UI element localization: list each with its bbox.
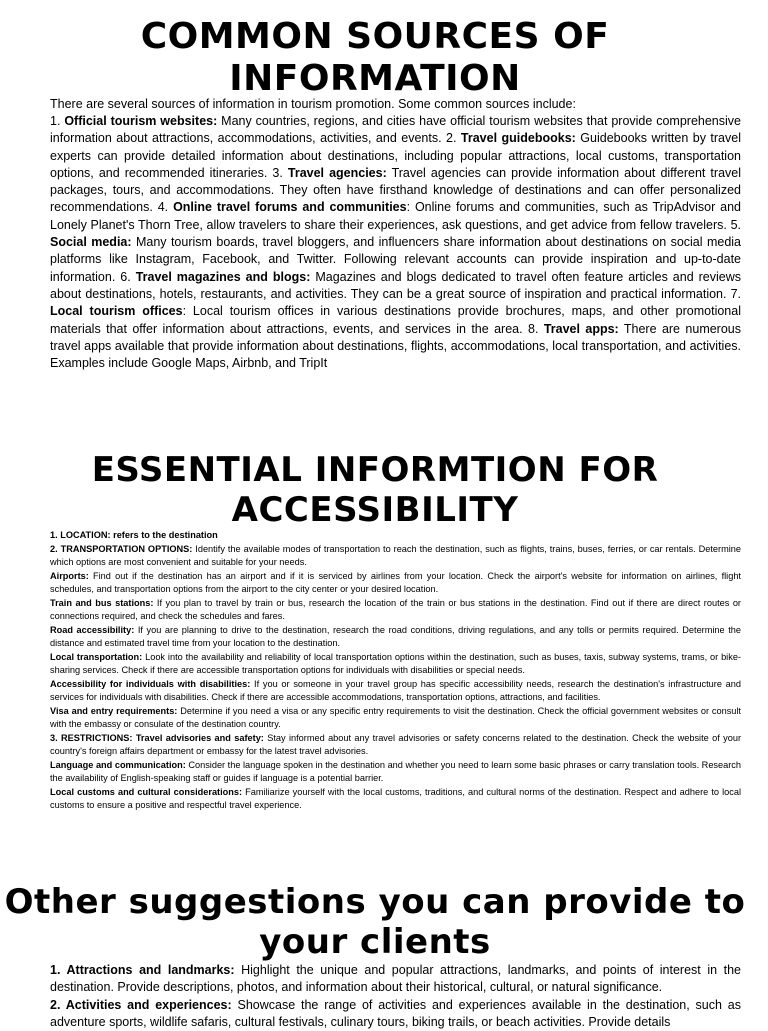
sources-paragraph [50, 113, 741, 372]
source-item: 4. Online travel forums and communities: Online forums and communities, such as TripAdvisor and Lonely Planet's Thorn Tree, allow travelers to share their experiences, ask questions, and get advice from fellow travelers. [50, 200, 742, 232]
suggestion-item: 1. Attractions and landmarks: Highlight the unique and popular attractions, landmarks, and points of interest in the destination. Provide descriptions, photos, and information about their historical, cultural, or natural significance. [50, 963, 742, 995]
accessibility-item: Local transportation: Look into the availability and reliability of local transportation options within the destination, such as buses, taxis, subway systems, trams, or bike-sharing services. Check if there are accessible transportation options for individuals with disabilities or special needs. [50, 651, 741, 675]
accessibility-item: Local customs and cultural considerations: Familiarize yourself with the local customs, traditions, and cultural norms of the destination. Respect and adhere to local customs to ensure a positive and respectful travel experience. [50, 786, 741, 810]
suggestion-item: 2. Activities and experiences: Showcase the range of activities and experiences available in the destination, such as adventure sports, wildlife safaris, cultural festivals, culinary tours, biking trails, or beach activities. Provide details [50, 997, 741, 1029]
accessibility-item: Accessibility for individuals with disabilities: If you or someone in your travel group has specific accessibility needs, research the destination's infrastructure and services for individuals with disabilities. Check if there are accessible accommodations, transportation options, attractions, and facilities. [50, 678, 741, 702]
accessibility-item: Visa and entry requirements: Determine if you need a visa or any specific entry requirements to visit the destination. Check the official government websites or consult with the embassy or consulate of the destination country. [50, 705, 741, 729]
source-item: 3. Travel agencies: Travel agencies can provide information about different travel packages, tours, and accommodations. They often have firsthand knowledge of destinations and can offer personalized recommendations. [50, 165, 741, 215]
suggestions-paragraph [50, 962, 741, 1031]
section-intro: There are several sources of information in tourism promotion. Some common sources include: [50, 97, 576, 111]
source-item: 6. Travel magazines and blogs: Magazines and blogs dedicated to travel often feature articles and reviews about destinations, hotels, restaurants, and activities. They can be a great source of inspiration and practical information. [50, 269, 741, 301]
source-item: 5. Social media: Many tourism boards, travel bloggers, and influencers share information about destinations on social media platforms like Instagram, Facebook, and Twitter. Following relevant accounts can provide inspiration and up-to-date information. [50, 217, 742, 284]
accessibility-item: 2. TRANSPORTATION OPTIONS: Identify the available modes of transportation to reach the destination, such as flights, trains, buses, ferries, or car rentals. Determine which options are most convenient and suitable for your needs. [50, 543, 741, 567]
accessibility-item: 1. LOCATION: refers to the destination [50, 530, 218, 540]
source-item: 1. Official tourism websites: Many countries, regions, and cities have official tourism websites that provide comprehensive information about attractions, accommodations, activities, and events. [50, 114, 741, 146]
accessibility-item: Train and bus stations: If you plan to travel by train or bus, research the location of the train or bus stations in the destination. Find out if there are direct routes or connections required, and check the schedules and fares. [50, 597, 741, 621]
section-title-suggestions: Other suggestions you can provide to your clients [4, 882, 746, 962]
accessibility-list [50, 529, 741, 813]
accessibility-item: Road accessibility: If you are planning to drive to the destination, research the road conditions, driving regulations, and any tolls or permits required. Determine the distance and estimated travel time from your location to the destination. [50, 624, 741, 648]
source-item: 2. Travel guidebooks: Guidebooks written by travel experts can provide detailed information about destinations, including popular attractions, local customs, transportation options, and recommended itineraries. [50, 131, 741, 180]
source-item: 8. Travel apps: There are numerous travel apps available that provide information about destinations, flights, accommodations, local transportation, and activities. Examples include Google Maps, Airbnb, and TripIt [50, 321, 741, 371]
source-item: 7. Local tourism offices: Local tourism offices in various destinations provide brochures, maps, and other promotional materials that offer information about attractions, events, and services in the area. [50, 286, 741, 336]
section-title-accessibility: ESSENTIAL INFORMTION FOR ACCESSIBILITY [91, 450, 659, 530]
accessibility-item: Language and communication: Consider the language spoken in the destination and whether you need to learn some basic phrases or carry translation tools. Research the availability of English-speaking staff or guides if language is a potential barrier. [50, 759, 742, 783]
accessibility-item: 3. RESTRICTIONS: Travel advisories and safety: Stay informed about any travel advisories or safety concerns related to the destination. Check the website of your country's foreign affairs department or embassy for the latest travel advisories. [50, 732, 742, 756]
section-title-common-sources: COMMON SOURCES OF INFORMATION [140, 16, 610, 99]
accessibility-item: Airports: Find out if the destination has an airport and if it is serviced by airlines from your location. Check the airport's website for information on airlines, flight schedules, and transportation options from the airport to the city center or your desired location. [50, 570, 741, 594]
